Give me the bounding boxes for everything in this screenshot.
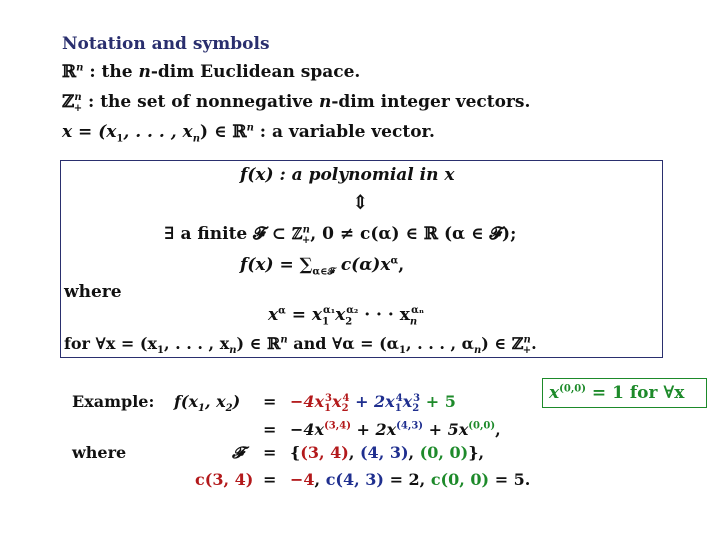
coeff-1: −4	[290, 470, 315, 489]
sum-b: c(α)x	[334, 255, 391, 275]
forall-a: for ∀x = (x	[64, 334, 158, 353]
rn-symbol: ℝ	[62, 62, 77, 82]
equivalence-arrow-icon: ⇕	[352, 190, 369, 214]
r2-d: ,	[495, 420, 501, 439]
box-line-polynomial: f(x) : a polynomial in x	[240, 165, 455, 185]
example-rhs-1: $-4x_1^3x_2^4 + 2x_1^4x_2^3 + 5$	[290, 392, 456, 415]
definition-rn: ℝ$^n$ : the n-dim Euclidean space.	[62, 62, 361, 82]
rn-n: n	[138, 62, 151, 82]
box-line-monomial: $x^\alpha = x_1^{\alpha_1}x_2^{\alpha_2}$ · · · $x_n^{\alpha_n}$	[268, 305, 425, 328]
rn-text: : the	[83, 62, 139, 82]
eq-sign-4: =	[263, 470, 277, 489]
set-close: },	[468, 443, 485, 462]
c-lhs-label: c(3, 4)	[195, 470, 254, 489]
r1-c: + 2x	[349, 392, 395, 411]
finite-set-a: ∃ a finite 𝓕 ⊂ ℤ	[164, 224, 303, 244]
x-mid: , . . . , x	[123, 122, 193, 142]
example-where: where	[72, 443, 127, 462]
coeff-2-label: c(4, 3)	[325, 470, 384, 489]
sum-a: f(x) = ∑	[240, 255, 313, 275]
box-line-sum	[240, 255, 405, 278]
green-note-box	[542, 378, 707, 408]
eq-sign-1: =	[263, 392, 277, 411]
example-F: 𝓕	[232, 443, 244, 462]
forall-d: and ∀α = (α	[287, 334, 399, 353]
zn-n: n	[318, 92, 332, 112]
set-item-3: (0, 0)	[419, 443, 469, 462]
example-c-lhs	[195, 470, 253, 489]
coeff-2: = 2	[389, 470, 420, 489]
finite-set-b: , 0 ≠ c(α) ∈ ℝ (α ∈ 𝓕);	[310, 224, 517, 244]
forall-f: ) ∈ ℤ	[481, 334, 524, 353]
zn-symbol: ℤ	[62, 92, 75, 112]
box-line-finite-set: ∃ a finite 𝓕 ⊂ ℤ$^n_+$, 0 ≠ c(α) ∈ ℝ (α ∈ 𝓕);	[164, 224, 517, 247]
mono-b: = x	[285, 305, 323, 325]
set-item-2: (4, 3)	[359, 443, 409, 462]
forall-e: , . . . , α	[405, 334, 474, 353]
r2-sup2: (4,3)	[396, 420, 424, 432]
x-end: ) ∈ ℝ	[199, 122, 247, 142]
r2-a: −4x	[290, 420, 325, 439]
note-sup: (0,0)	[559, 383, 587, 395]
x-rest: : a variable vector.	[253, 122, 435, 142]
r1-e: + 5	[420, 392, 456, 411]
lhs-b: , x	[204, 392, 226, 411]
example-coeffs: −4, c(4, 3) = 2, c(0, 0) = 5.	[290, 470, 531, 489]
section-heading: Notation and symbols	[62, 34, 270, 54]
forall-c: ) ∈ ℝ	[236, 334, 281, 353]
r2-c: + 5x	[423, 420, 469, 439]
x-def: x = (x	[62, 122, 117, 142]
sum-sub: α∈𝓕	[312, 266, 335, 278]
r2-sup3: (0,0)	[468, 420, 496, 432]
r1-b: x	[332, 392, 342, 411]
mono-d: · · · x	[358, 305, 410, 325]
lhs-c: )	[232, 392, 241, 411]
box-where: where	[64, 282, 122, 302]
box-line-forall: for ∀x = ($x_1$, . . . , $x_n$) ∈ ℝ$^n$ and ∀α = ($\alpha_1$, . . . , $\alpha_n$) ∈ ℤ$^n_+$.	[64, 334, 537, 357]
definition-x: $x = (x_1$, . . . , $x_n$) ∈ ℝ$^n$ : a variable vector.	[62, 122, 435, 145]
coeff-dot: .	[524, 470, 531, 489]
r1-d: x	[402, 392, 413, 411]
eq-sign-2: =	[263, 420, 277, 439]
coeff-3-label: c(0, 0)	[430, 470, 490, 489]
set-open: {	[290, 443, 301, 462]
example-lhs: $f(x_1$, $x_2$)	[174, 392, 241, 415]
eq-sign-3: =	[263, 443, 277, 462]
mono-a: x	[268, 305, 279, 325]
r2-b: + 2x	[350, 420, 397, 439]
sum-sup: α	[390, 255, 399, 267]
coeff-3: = 5	[494, 470, 525, 489]
rn-rest: -dim Euclidean space.	[150, 62, 361, 82]
example-set: {(3, 4), (4, 3), (0, 0)},	[290, 443, 485, 462]
sum-c: ,	[398, 255, 405, 275]
set-item-1: (3, 4)	[300, 443, 349, 462]
zn-rest: -dim integer vectors.	[331, 92, 531, 112]
zn-text: : the set of nonnegative	[82, 92, 319, 112]
r1-a: −4x	[290, 392, 325, 411]
mono-c: x	[335, 305, 346, 325]
note-x: x	[549, 383, 560, 403]
definition-zn: ℤ$^n_+$ : the set of nonnegative n-dim integer vectors.	[62, 92, 531, 115]
forall-b: , . . . , x	[163, 334, 230, 353]
r2-sup1: (3,4)	[324, 420, 351, 432]
example-label: Example:	[72, 392, 155, 411]
example-rhs-2	[290, 420, 501, 439]
note-rest: = 1 for ∀x	[586, 383, 685, 403]
lhs-a: f(x	[174, 392, 198, 411]
forall-g: .	[531, 334, 537, 353]
